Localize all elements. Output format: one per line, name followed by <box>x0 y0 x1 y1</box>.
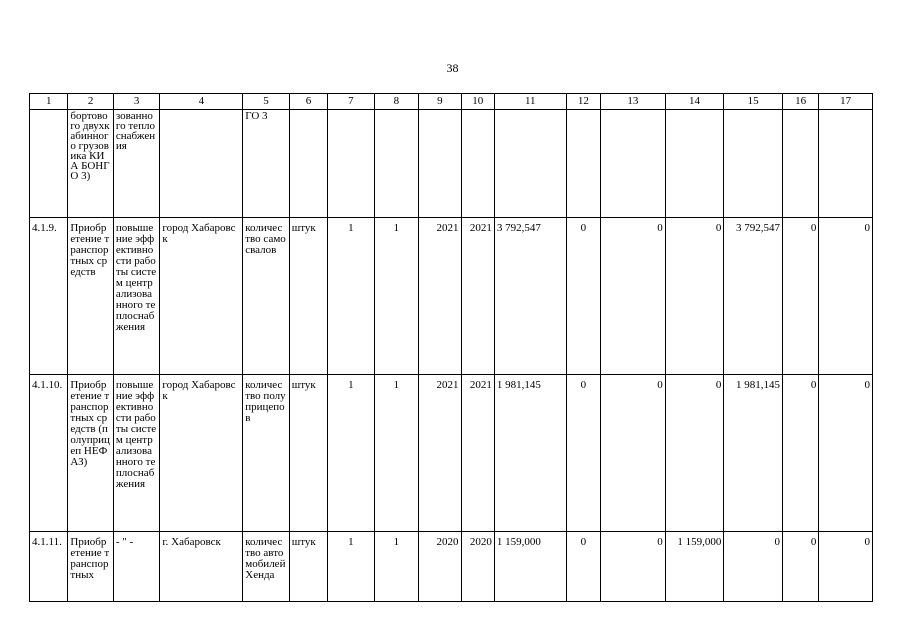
amount <box>819 110 873 218</box>
year-end: 2021 <box>461 375 494 532</box>
amount: 0 <box>782 532 818 602</box>
header-cell: 14 <box>665 94 724 110</box>
amount <box>566 110 600 218</box>
row-number: 4.1.10. <box>30 375 68 532</box>
amount: 0 <box>819 532 873 602</box>
location: г. Хабаровск <box>160 532 243 602</box>
indicator: ГО 3 <box>243 110 289 218</box>
measure-name: бортового двухкабинного грузовика КИА БОНГО 3) <box>68 110 113 218</box>
amount: 0 <box>724 532 783 602</box>
value: 1 <box>328 375 374 532</box>
value: 1 <box>328 532 374 602</box>
year-start: 2021 <box>419 375 461 532</box>
page-number: 38 <box>446 61 459 75</box>
amount: 0 <box>566 375 600 532</box>
amount <box>782 110 818 218</box>
header-cell: 15 <box>724 94 783 110</box>
location: город Хабаровск <box>160 218 243 375</box>
unit <box>289 110 327 218</box>
year-end: 2021 <box>461 218 494 375</box>
amount: 0 <box>782 218 818 375</box>
indicator: количество самосвалов <box>243 218 289 375</box>
amount: 3 792,547 <box>724 218 783 375</box>
measure-goal: повышение эффективности работы систем централизованного теплоснабжения <box>113 218 159 375</box>
measure-goal: - " - <box>113 532 159 602</box>
year-end: 2020 <box>461 532 494 602</box>
measure-name: Приобретение транспортных средств <box>68 218 113 375</box>
amount: 0 <box>601 218 666 375</box>
measure-goal: повышение эффективности работы систем централизованного теплоснабжения <box>113 375 159 532</box>
table-row <box>30 110 873 218</box>
amount: 0 <box>566 218 600 375</box>
header-cell: 7 <box>328 94 374 110</box>
year-end <box>461 110 494 218</box>
value: 1 <box>374 532 418 602</box>
amount: 0 <box>601 375 666 532</box>
amount-total: 3 792,547 <box>494 218 566 375</box>
amount: 0 <box>819 375 873 532</box>
amount: 0 <box>601 532 666 602</box>
measure-goal: зованного теплоснабжения <box>113 110 159 218</box>
header-cell: 6 <box>289 94 327 110</box>
year-start: 2020 <box>419 532 461 602</box>
amount: 1 159,000 <box>665 532 724 602</box>
header-cell: 5 <box>243 94 289 110</box>
value: 1 <box>328 218 374 375</box>
budget-table <box>29 93 873 602</box>
indicator: количество полуприцепов <box>243 375 289 532</box>
amount: 0 <box>665 375 724 532</box>
header-cell: 8 <box>374 94 418 110</box>
value: 1 <box>374 375 418 532</box>
header-cell: 10 <box>461 94 494 110</box>
header-cell: 2 <box>68 94 113 110</box>
year-start: 2021 <box>419 218 461 375</box>
unit: штук <box>289 218 327 375</box>
year-start <box>419 110 461 218</box>
measure-name: Приобретение транспортных <box>68 532 113 602</box>
unit: штук <box>289 375 327 532</box>
table-row <box>30 218 873 375</box>
amount: 0 <box>566 532 600 602</box>
value <box>374 110 418 218</box>
amount: 0 <box>782 375 818 532</box>
amount-total: 1 159,000 <box>494 532 566 602</box>
header-cell: 9 <box>419 94 461 110</box>
header-cell: 3 <box>113 94 159 110</box>
amount-total <box>494 110 566 218</box>
header-cell: 13 <box>601 94 666 110</box>
row-number: 4.1.11. <box>30 532 68 602</box>
location: город Хабаровск <box>160 375 243 532</box>
header-cell: 12 <box>566 94 600 110</box>
value: 1 <box>374 218 418 375</box>
header-cell: 1 <box>30 94 68 110</box>
header-cell: 4 <box>160 94 243 110</box>
value <box>328 110 374 218</box>
table-row <box>30 375 873 532</box>
location <box>160 110 243 218</box>
amount-total: 1 981,145 <box>494 375 566 532</box>
amount: 0 <box>819 218 873 375</box>
header-cell: 17 <box>819 94 873 110</box>
unit: штук <box>289 532 327 602</box>
row-number: 4.1.9. <box>30 218 68 375</box>
indicator: количество автомобилей Хенда <box>243 532 289 602</box>
header-row <box>30 94 873 110</box>
measure-name: Приобретение транспортных средств (полуприцеп НЕФАЗ) <box>68 375 113 532</box>
amount <box>601 110 666 218</box>
table-row <box>30 532 873 602</box>
header-cell: 11 <box>494 94 566 110</box>
amount: 0 <box>665 218 724 375</box>
amount: 1 981,145 <box>724 375 783 532</box>
row-number <box>30 110 68 218</box>
amount <box>665 110 724 218</box>
amount <box>724 110 783 218</box>
header-cell: 16 <box>782 94 818 110</box>
